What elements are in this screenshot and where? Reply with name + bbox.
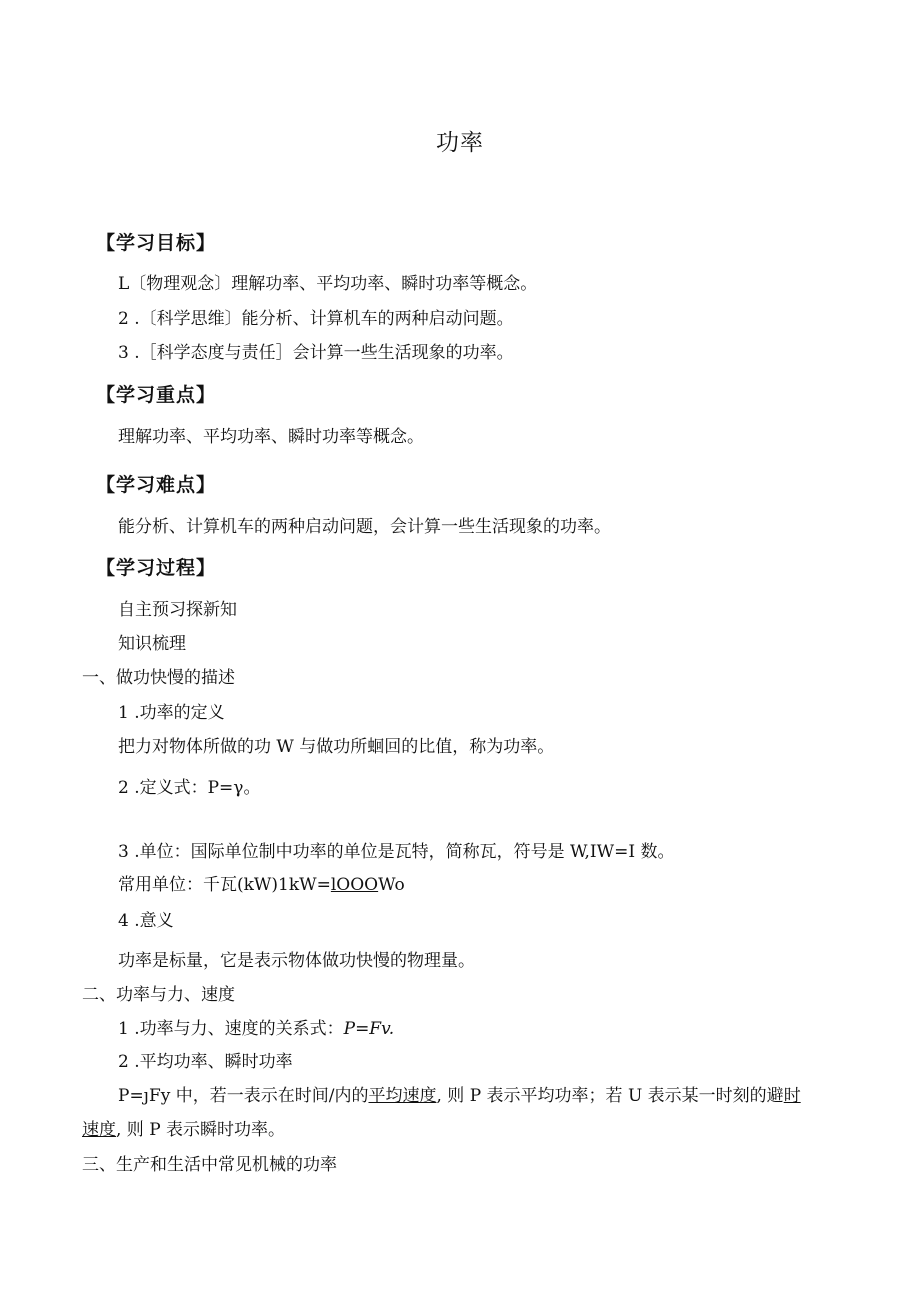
process-heading: 【学习过程】 — [96, 557, 217, 579]
part2-title: 二、功率与力、速度 — [82, 985, 235, 1005]
objective-item-3: 3 .［科学态度与责任］会计算一些生活现象的功率。 — [118, 343, 514, 363]
part1-item4: 4 .意义 — [118, 911, 174, 931]
common-unit-prefix: 常用单位：千瓦(kW)1kW= — [118, 875, 331, 895]
para-text-c: , 则 P 表示瞬时功率。 — [116, 1120, 286, 1140]
objectives-heading: 【学习目标】 — [96, 232, 217, 254]
para-underline-speed: 速度 — [82, 1120, 116, 1140]
preview-label: 自主预习探新知 — [118, 600, 237, 620]
para-text-b: , 则 P 表示平均功率；若 U 表示某一时刻的避 — [436, 1086, 784, 1106]
difficulties-heading: 【学习难点】 — [96, 474, 217, 496]
part2-paragraph-line1 — [118, 1085, 801, 1107]
part2-paragraph-line2 — [82, 1119, 285, 1141]
para-underline-instant: 时 — [783, 1086, 801, 1106]
objective-item-1: L〔物理观念〕理解功率、平均功率、瞬时功率等概念。 — [118, 274, 538, 294]
part1-item3: 3 .单位：国际单位制中功率的单位是瓦特，简称瓦，符号是 W,IW=I 数。 — [118, 842, 675, 862]
common-unit-value: lOOO — [330, 875, 379, 895]
part3-title: 三、生产和生活中常见机械的功率 — [82, 1155, 337, 1175]
para-underline-average-speed: 平均速度 — [368, 1086, 437, 1106]
difficulties-text: 能分析、计算机车的两种启动问题，会计算一些生活现象的功率。 — [118, 517, 611, 537]
common-unit-suffix: Wo — [378, 875, 405, 895]
key-points-heading: 【学习重点】 — [96, 384, 217, 406]
page-title: 功率 — [436, 130, 484, 156]
para-text-a: P=ȷFy 中，若一表示在时间/内的 — [118, 1086, 369, 1106]
relation-label: 1 .功率与力、速度的关系式： — [118, 1019, 344, 1039]
part1-item1: 1 .功率的定义 — [118, 703, 225, 723]
part2-item2: 2 .平均功率、瞬时功率 — [118, 1052, 293, 1072]
objective-item-2: 2 .〔科学思维〕能分析、计算机车的两种启动问题。 — [118, 309, 514, 329]
key-points-text: 理解功率、平均功率、瞬时功率等概念。 — [118, 427, 424, 447]
part1-item4-text: 功率是标量，它是表示物体做功快慢的物理量。 — [118, 951, 475, 971]
part1-item3-common — [118, 874, 405, 896]
part2-item1 — [118, 1018, 394, 1040]
part1-title: 一、做功快慢的描述 — [82, 668, 235, 688]
part1-item2: 2 .定义式：P=γ。 — [118, 778, 261, 798]
knowledge-label: 知识梳理 — [118, 634, 186, 654]
part1-item1-text: 把力对物体所做的功 W 与做功所蛔回的比值，称为功率。 — [118, 737, 555, 757]
relation-formula: P=Fv. — [343, 1019, 395, 1039]
